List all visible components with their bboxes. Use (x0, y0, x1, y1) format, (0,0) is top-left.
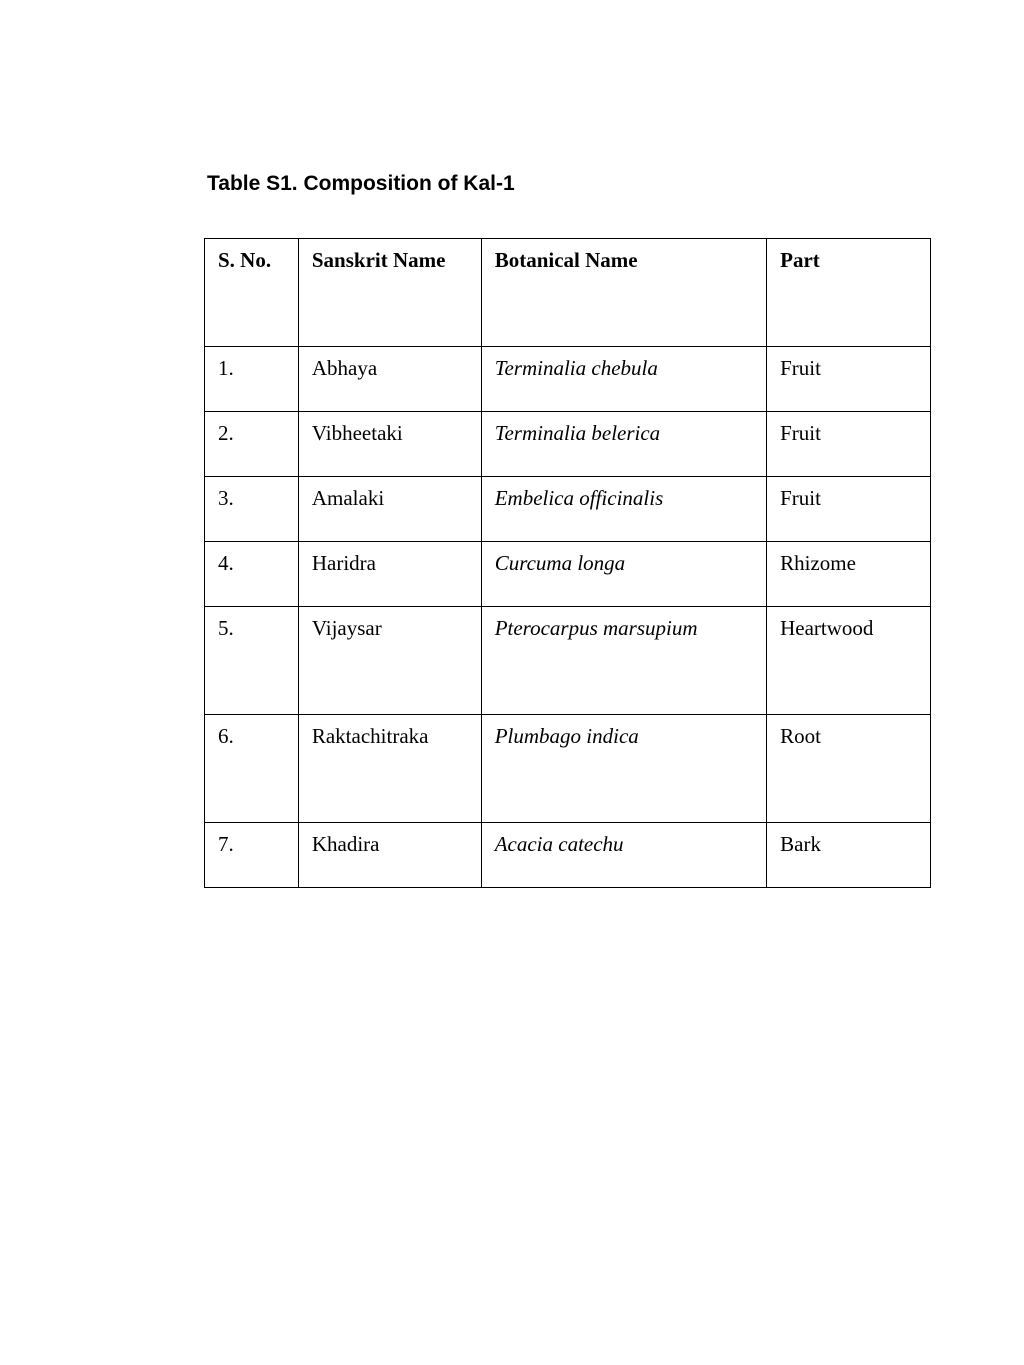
cell-sno: 5. (205, 607, 299, 715)
cell-sno: 2. (205, 412, 299, 477)
cell-botanical-name: Plumbago indica (481, 715, 766, 823)
cell-sanskrit-name: Vibheetaki (298, 412, 481, 477)
cell-botanical-name: Acacia catechu (481, 823, 766, 888)
cell-sanskrit-name: Raktachitraka (298, 715, 481, 823)
table-row (205, 823, 931, 888)
header-botanical-name: Botanical Name (481, 239, 766, 347)
table-row (205, 607, 931, 715)
header-part: Part (767, 239, 931, 347)
cell-sanskrit-name: Haridra (298, 542, 481, 607)
header-sno: S. No. (205, 239, 299, 347)
table-row (205, 542, 931, 607)
cell-sanskrit-name: Amalaki (298, 477, 481, 542)
cell-part: Heartwood (767, 607, 931, 715)
cell-sno: 7. (205, 823, 299, 888)
table-row (205, 412, 931, 477)
cell-sno: 6. (205, 715, 299, 823)
cell-botanical-name: Pterocarpus marsupium (481, 607, 766, 715)
cell-sno: 4. (205, 542, 299, 607)
header-sanskrit-name: Sanskrit Name (298, 239, 481, 347)
cell-part: Bark (767, 823, 931, 888)
cell-botanical-name: Curcuma longa (481, 542, 766, 607)
cell-part: Root (767, 715, 931, 823)
cell-botanical-name: Terminalia chebula (481, 347, 766, 412)
cell-botanical-name: Terminalia belerica (481, 412, 766, 477)
header-row (205, 239, 931, 347)
cell-sno: 1. (205, 347, 299, 412)
cell-sanskrit-name: Khadira (298, 823, 481, 888)
composition-table (204, 238, 931, 888)
cell-sanskrit-name: Vijaysar (298, 607, 481, 715)
cell-sno: 3. (205, 477, 299, 542)
cell-part: Fruit (767, 347, 931, 412)
table-row (205, 347, 931, 412)
table-row (205, 715, 931, 823)
cell-part: Rhizome (767, 542, 931, 607)
cell-part: Fruit (767, 412, 931, 477)
table-row (205, 477, 931, 542)
cell-sanskrit-name: Abhaya (298, 347, 481, 412)
table-caption: Table S1. Composition of Kal-1 (207, 172, 515, 195)
cell-part: Fruit (767, 477, 931, 542)
cell-botanical-name: Embelica officinalis (481, 477, 766, 542)
